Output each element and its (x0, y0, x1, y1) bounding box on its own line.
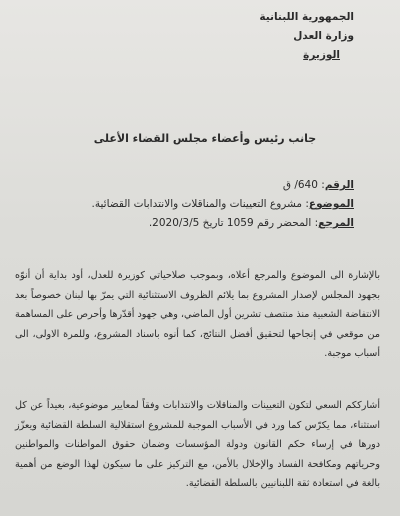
reference-number-row (54, 176, 354, 195)
subject-label: الموضوع (308, 198, 354, 210)
reference-label: المرجع (318, 217, 354, 229)
ministry-name: وزارة العدل (293, 30, 354, 42)
reference-row (54, 214, 354, 233)
addressee-line: جانب رئيس وأعضاء مجلس القضاء الأعلى (93, 132, 317, 145)
minister-title: الوزيرة (303, 49, 340, 61)
subject-value: : مشروع التعيينات والمناقلات والانتدابات القضائية. (91, 198, 309, 210)
reference-value: : المحضر رقم 1059 تاريخ 2020/3/5. (148, 217, 319, 229)
number-value: : 640/ ق (282, 179, 325, 191)
body-paragraph-2: أشارككم السعي لتكون التعيينات والمناقلات والانتدابات وفقاً لمعايير موضوعية، بعيداً عن كل استثناء، مما يكرّس كما ورد في الأسباب الموجبة للمشروع استقلالية السلطة القضائية ويعزّز دورها في إرساء حكم القانون ودولة المؤسسات وضمان حقوق المواطنات والمواطنين وحرياتهم ومكافحة الفساد والإخلال بالأمن، مع التركيز على ما سيكون لهذا الوضع من أهمية بالغة في استعادة ثقة اللبنانيين بالسلطة القضائية. (15, 400, 380, 489)
body-paragraph-1: بالإشارة الى الموضوع والمرجع أعلاه، وبموجب صلاحياتي كوزيرة للعدل، أود بداية أن أنوّه بجهود المجلس لإصدار المشروع بما يلائم الظروف الاستثنائية التي يمرّ بها لبنان خصوصاً بعد الانتفاضة الشعبية منذ منتصف تشرين أول الماضي، وهي جهود أقدّرها وأحرص على المساهمة من موقعي في إنجاحها لتحقيق أفضل النتائج، كما أنوه باسناد المشروع، وللمرة الاولى، الى أسباب موجبة. (15, 270, 380, 359)
subject-row (54, 195, 354, 214)
number-label: الرقم (324, 179, 354, 191)
letter-meta (54, 176, 354, 233)
letterhead (194, 8, 354, 65)
republic-name: الجمهورية اللبنانية (259, 11, 354, 23)
